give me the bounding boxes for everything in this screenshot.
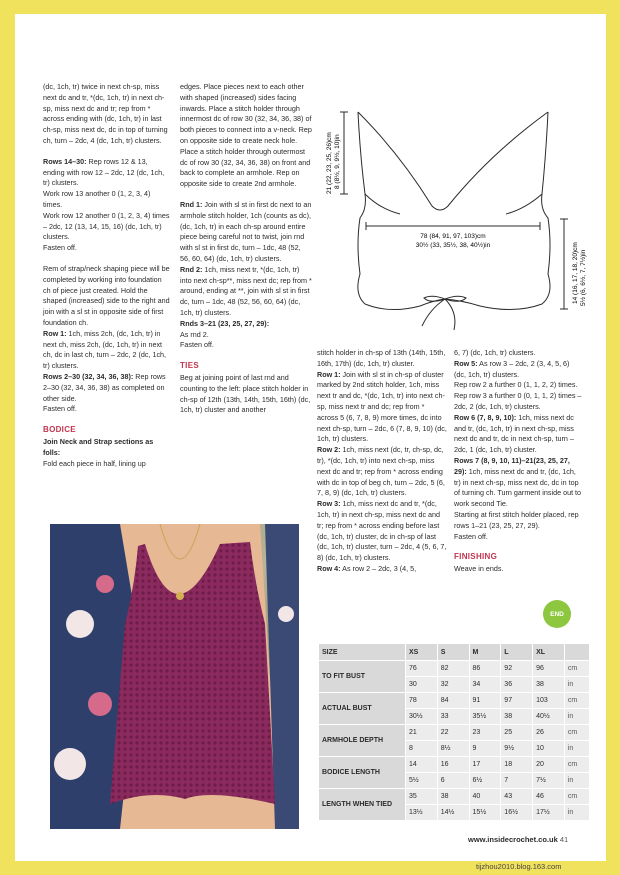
instruction-paragraph: Work row 13 another 0 (1, 2, 3, 4) times. (43, 189, 151, 209)
instruction-paragraph: (dc, 1ch, tr) twice in next ch-sp, miss next dc and tr, *(dc, 1ch, tr) in next ch-sp, miss next dc and tr; rep from * across ending with (dc, 1ch, tr) in last ch-sp, miss next dc, dc in top of turning ch, turn – 2dc, 4 (dc, 1ch, tr) clusters. (43, 82, 168, 145)
table-cell: 38 (501, 709, 533, 725)
table-cell: 16½ (501, 805, 533, 821)
instruction-paragraph (180, 265, 312, 319)
bust-measure-label: 78 (84, 91, 97, 103)cm (420, 233, 486, 240)
row-text: Join with sl st in first dc next to an armhole stitch holder, 1ch (counts as dc), (dc, 1ch, tr) in each ch-sp around entire piece being careful not to twist, join rnd with sl st in first dc, turn – 1dc, 48 (52, 56, 60, 64) (dc, 1ch, tr) clusters. (180, 199, 312, 263)
instruction-paragraph: edges. Place pieces next to each other with shaped (increased) sides facing inwards. Place a stitch holder through innermost dc of row 30 (32, 34, 36, 38) of both pieces to connect into a v-neck. Rep on opposite side to create neck hole. Place a stitch holder through outermost dc of row 30 (32, 34, 36, 38) on front and back to complete an armhole. Rep on opposite side to create 2nd armhole. (180, 82, 312, 189)
row-text: 1ch, miss next dc and tr, (dc, 1ch, tr) in next ch-sp, miss next dc and tr, dc in next ch-sp, turn – 2dc, 1 (dc, 1ch, tr) cluster. (454, 412, 574, 455)
table-row (319, 693, 590, 709)
row-text: As row 3 – 2dc, 2 (3, 4, 5, 6) (dc, 1ch, tr) clusters. (454, 358, 570, 379)
table-cell: 14 (406, 757, 438, 773)
size-header-cell: M (469, 644, 501, 661)
end-badge: END (543, 600, 571, 628)
instruction-paragraph: Fasten off. (180, 340, 214, 350)
page-number: 41 (559, 835, 569, 844)
size-table (318, 643, 590, 821)
instruction-paragraph: Rep row 3 a further 0 (0, 1, 1, 2) times – 2dc, 2 (dc, 1ch, tr) clusters. (454, 391, 582, 411)
instruction-paragraph: Beg at joining point of last rnd and counting to the left: place stitch holder in ch-sp of 12th (13th, 14th, 15th, 16th) (dc, 1ch, tr) cluster and another (180, 372, 311, 415)
row-text: 1ch, miss 2ch, (dc, 1ch, tr) in next ch, miss 2ch, (dc, 1ch, tr) in next ch, dc in last ch, turn – 2dc, 2 (dc, 1ch, tr) clusters. (43, 328, 167, 371)
row-text: 1ch, miss next dc and tr, (dc, 1ch, tr) in next ch-sp, miss next dc, dc in top of turning ch. Turn garment inside out to work second Tie. (454, 466, 582, 509)
table-cell: 46 (533, 789, 565, 805)
table-cell: 17 (469, 757, 501, 773)
row-text: 1ch, miss next (dc, tr, ch-sp, dc, tr), *(dc, 1ch, tr) into next ch-sp, miss next dc and tr; rep from * across ending with dc in top of beg ch, turn – 2dc, 5 (6, 7, 8, 9) (dc, 1ch, tr) clusters. (317, 445, 445, 498)
row-label: Row 3: (317, 499, 341, 509)
row-label: Row 4: (317, 563, 341, 573)
row-label: Row 1: (317, 369, 341, 379)
table-cell: 8½ (437, 741, 469, 757)
size-header-cell: S (437, 644, 469, 661)
section-heading-ties: TIES (180, 361, 199, 371)
table-cell: 17½ (533, 805, 565, 821)
pattern-column-2 (180, 82, 312, 416)
row-label: Rnd 1: (180, 199, 203, 209)
table-cell: 9 (469, 741, 501, 757)
instruction-paragraph: Fasten off. (43, 404, 77, 414)
instruction-paragraph (317, 499, 447, 564)
row-label: Rows 14–30: (43, 156, 87, 166)
size-header-cell: XS (406, 644, 438, 661)
instruction-paragraph (43, 329, 171, 372)
row-text: 1ch, miss next dc and tr, *(dc, 1ch, tr) in next ch-sp, miss next dc and tr; rep from * across ending before last (dc, 1ch, tr) cluster, dc in ch-sp of last (dc, 1ch, tr) cluster, turn – 2dc, 4 (5, 6, 7, 8) (dc, 1ch, tr) clusters. (317, 499, 447, 563)
bodice-measure-label-in: 5½ (6, 6½, 7, 7½)in (580, 249, 587, 306)
row-label: Row 2: (317, 445, 341, 455)
row-label: BODICE LENGTH (319, 757, 406, 789)
table-cell: 36 (501, 677, 533, 693)
row-label: Rnds 3–21 (23, 25, 27, 29): (180, 318, 270, 328)
table-cell: 18 (501, 757, 533, 773)
size-header-cell (564, 644, 589, 661)
row-text: Join with sl st in ch-sp of cluster marked by 2nd stitch holder, 1ch, miss next tr and dc, *(dc, 1ch, tr) into next ch-sp, miss next tr and dc; rep from * across 5 (6, 7, 8, 9) more times, dc into next ch-sp, turn – 2dc, 6 (7, 8, 9, 10) (dc, 1ch, tr) clusters. (317, 369, 447, 444)
page-footer (468, 835, 568, 844)
pattern-column-1 (43, 82, 171, 469)
instruction-paragraph (180, 319, 312, 341)
table-cell: 38 (533, 677, 565, 693)
bodice-measure-label: 14 (16, 17, 18, 20)cm (572, 242, 579, 304)
instruction-paragraph: Weave in ends. (454, 564, 504, 574)
table-row (319, 757, 590, 773)
garment-schematic (320, 94, 587, 334)
table-cell: 30½ (406, 709, 438, 725)
size-header-cell: XL (533, 644, 565, 661)
armhole-measure-label-in: 8 (8½, 9, 9½, 10)in (334, 134, 341, 189)
instruction-paragraph (317, 564, 447, 575)
instruction-paragraph (317, 370, 447, 446)
instruction-paragraph: Rem of strap/neck shaping piece will be completed by working into foundation ch of piece just created. Hold the shaped (increased) side to the right and join with a sl st in opposite side of first foundation ch. (43, 263, 170, 327)
instruction-paragraph (317, 445, 447, 499)
table-cell: 23 (469, 725, 501, 741)
instruction-paragraph: Fold each piece in half, lining up (43, 458, 146, 468)
table-cell: 26 (533, 725, 565, 741)
table-cell: 6 (437, 773, 469, 789)
instruction-paragraph: Fasten off. (454, 531, 488, 541)
instruction-paragraph (454, 456, 582, 510)
table-cell: 7½ (533, 773, 565, 789)
table-row (319, 789, 590, 805)
unit-cell: cm (564, 661, 589, 677)
table-row (319, 725, 590, 741)
row-label: Row 6 (7, 8, 9, 10): (454, 412, 517, 422)
unit-cell: cm (564, 725, 589, 741)
table-cell: 84 (437, 693, 469, 709)
table-cell: 91 (469, 693, 501, 709)
unit-cell: cm (564, 757, 589, 773)
unit-cell: in (564, 805, 589, 821)
instruction-paragraph: Fasten off. (43, 243, 77, 253)
table-cell: 103 (533, 693, 565, 709)
row-label: LENGTH WHEN TIED (319, 789, 406, 821)
instruction-paragraph (43, 372, 171, 404)
table-cell: 7 (501, 773, 533, 789)
table-cell: 13½ (406, 805, 438, 821)
unit-cell: cm (564, 693, 589, 709)
table-cell: 38 (437, 789, 469, 805)
instruction-paragraph: Work row 12 another 0 (1, 2, 3, 4) times – 2dc, 12 (13, 14, 15, 16) (dc, 1ch, tr) clusters. (43, 210, 170, 242)
pattern-column-4 (454, 348, 582, 575)
row-text: 1ch, miss next tr, *(dc, 1ch, tr) into next ch-sp**, miss next dc; rep from * around, ending at **, join with sl st in first dc, turn – 1dc, 48 (52, 56, 60, 64) (dc, 1ch, tr) clusters. (180, 264, 312, 317)
table-cell: 96 (533, 661, 565, 677)
table-cell: 78 (406, 693, 438, 709)
row-label: ARMHOLE DEPTH (319, 725, 406, 757)
table-cell: 35½ (469, 709, 501, 725)
table-cell: 40 (469, 789, 501, 805)
instruction-paragraph: 6, 7) (dc, 1ch, tr) clusters. (454, 348, 536, 357)
website-link[interactable]: www.insidecrochet.co.uk (468, 835, 558, 844)
model-photo (50, 524, 299, 829)
unit-cell: in (564, 677, 589, 693)
section-subheading: Join Neck and Strap sections as folls: (43, 436, 154, 457)
table-cell: 34 (469, 677, 501, 693)
magazine-page (15, 14, 606, 861)
instruction-paragraph (43, 157, 171, 189)
instruction-paragraph (454, 413, 582, 456)
row-text: Rep rows 2–30 (32, 34, 36, 38) as completed on other side. (43, 371, 166, 403)
section-heading-finishing: FINISHING (454, 552, 498, 562)
table-row (319, 661, 590, 677)
table-cell: 43 (501, 789, 533, 805)
unit-cell: in (564, 773, 589, 789)
table-cell: 9½ (501, 741, 533, 757)
table-cell: 8 (406, 741, 438, 757)
table-cell: 35 (406, 789, 438, 805)
row-label: Row 5: (454, 358, 478, 368)
row-label: TO FIT BUST (319, 661, 406, 693)
section-heading-bodice: BODICE (43, 425, 76, 435)
instruction-paragraph (180, 200, 312, 265)
row-text: Rep rows 12 & 13, ending with row 12 – 2dc, 12 (dc, 1ch, tr) clusters. (43, 156, 165, 188)
row-label: ACTUAL BUST (319, 693, 406, 725)
table-cell: 82 (437, 661, 469, 677)
pattern-column-3 (317, 348, 447, 575)
size-table-header (319, 644, 590, 661)
table-cell: 16 (437, 757, 469, 773)
instruction-paragraph (454, 359, 582, 381)
table-cell: 30 (406, 677, 438, 693)
table-cell: 97 (501, 693, 533, 709)
table-cell: 14½ (437, 805, 469, 821)
armhole-measure-label: 21 (22, 23, 25, 26)cm (326, 132, 333, 194)
table-cell: 5½ (406, 773, 438, 789)
row-label: Rows 2–30 (32, 34, 36, 38): (43, 371, 134, 381)
table-cell: 6½ (469, 773, 501, 789)
row-label: Row 1: (43, 328, 67, 338)
unit-cell: in (564, 709, 589, 725)
unit-cell: in (564, 741, 589, 757)
table-cell: 92 (501, 661, 533, 677)
table-cell: 33 (437, 709, 469, 725)
instruction-paragraph: stitch holder in ch-sp of 13th (14th, 15th, 16th, 17th) (dc, 1ch, tr) cluster. (317, 348, 446, 368)
table-cell: 86 (469, 661, 501, 677)
instruction-paragraph: Starting at first stitch holder placed, rep rows 1–21 (23, 25, 27, 29). (454, 509, 579, 530)
table-cell: 40½ (533, 709, 565, 725)
row-text: As rnd 2. (180, 329, 209, 339)
unit-cell: cm (564, 789, 589, 805)
instruction-paragraph: Rep row 2 a further 0 (1, 1, 2, 2) times. (454, 380, 578, 390)
row-label: Rnd 2: (180, 264, 203, 274)
table-cell: 10 (533, 741, 565, 757)
table-cell: 20 (533, 757, 565, 773)
row-label: Rows 7 (8, 9, 10, 11)–21(23, 25, 27, 29): (454, 455, 570, 476)
table-cell: 32 (437, 677, 469, 693)
table-cell: 15½ (469, 805, 501, 821)
table-cell: 21 (406, 725, 438, 741)
table-cell: 76 (406, 661, 438, 677)
row-text: As row 2 – 2dc, 3 (4, 5, (340, 563, 417, 573)
size-header-cell: SIZE (319, 644, 406, 661)
watermark: tijzhou2010.blog.163.com (476, 862, 562, 871)
bust-measure-label-in: 30½ (33, 35½, 38, 40½)in (415, 242, 491, 249)
size-header-cell: L (501, 644, 533, 661)
table-cell: 22 (437, 725, 469, 741)
table-cell: 25 (501, 725, 533, 741)
